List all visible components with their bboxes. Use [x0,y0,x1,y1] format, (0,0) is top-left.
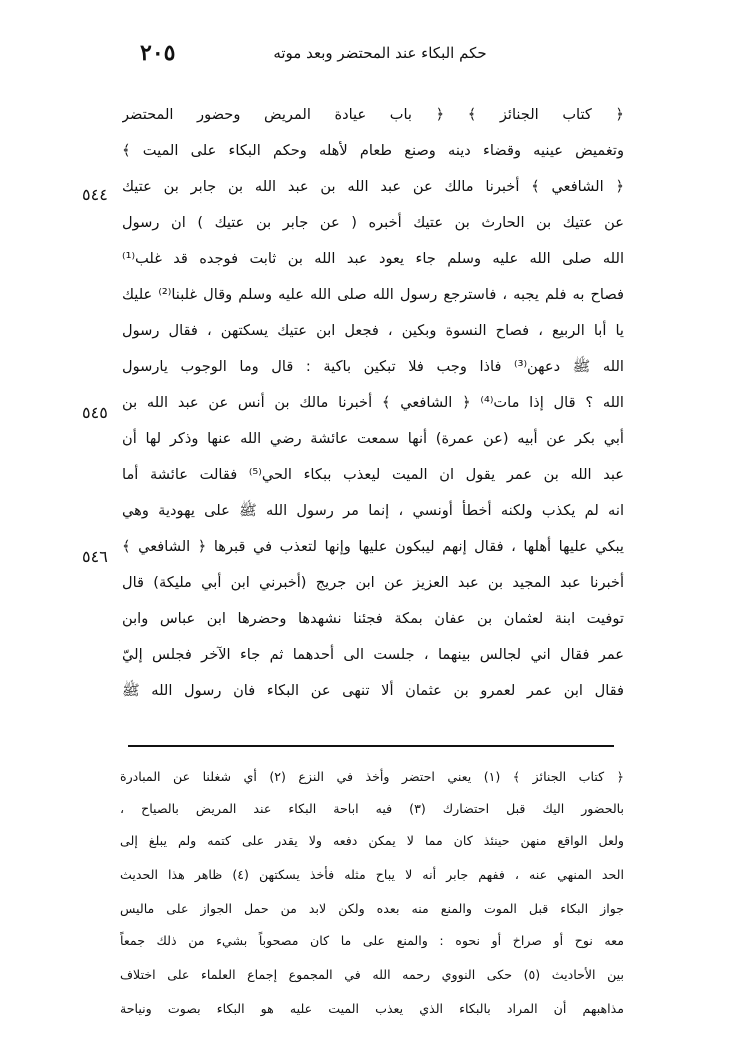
footnote-line: معه نوح أو صراخ أو نحوه : والمنع على ما كان مصحوباً بشيء من ذلك جمعاً [120,933,624,948]
body-line: عن عتيك بن الحارث بن عتيك أخبره ( عن جابر بن عتيك ) ان رسول [122,214,624,231]
body-line: الله ؟ قال إذا مات⁽⁴⁾ ﴿ الشافعي ﴾ أخبرنا مالك بن أنس عن عبد الله بن [122,394,624,411]
body-line: عمر فقال اني لجالس بينهما ، جلست الى أحدهما ثم جاء الآخر فجلس إليّ [122,646,624,663]
body-line: أخبرنا عبد المجيد بن عبد العزيز عن ابن جريج (أخبرني ابن أبي مليكة) قال [122,574,624,591]
hadith-number: ٥٤٥ [82,403,108,422]
body-line: ﴿ كتاب الجنائز ﴾ ﴿ باب عيادة المريض وحضور المحتضر [122,106,624,123]
footnote-line: ولعل الواقع منهن حينئذ كان مما لا يمكن دفعه ولا يقدر على كتمه ولم يبلغ إلى [120,833,624,848]
footnote-line: بين الأحاديث (٥) حكى النووي رحمه الله في المجموع إجماع العلماء على اختلاف [120,967,624,982]
body-line: الله صلى الله عليه وسلم جاء يعود عبد الله بن ثابت فوجده قد غلب⁽¹⁾ [122,250,624,267]
footnote-separator [128,745,614,747]
body-line: فقال ابن عمر لعمرو بن عثمان ألا تنهى عن البكاء فان رسول الله ﷺ [122,682,624,699]
body-line: وتغميض عينيه وقضاء دينه وصنع طعام لأهله وحكم البكاء على الميت ﴾ [122,142,624,159]
body-line: ﴿ الشافعي ﴾ أخبرنا مالك عن عبد الله بن عبد الله بن جابر بن عتيك [122,178,624,195]
running-header-title: حكم البكاء عند المحتضر وبعد موته [273,44,487,62]
footnote-line: بالحضور اليك قبل احتضارك (٣) فيه اباحة البكاء عند المريض بالصياح ، [120,801,624,816]
body-line: عبد الله بن عمر يقول ان الميت ليعذب ببكاء الحي⁽⁵⁾ فقالت عائشة أما [122,466,624,483]
body-line: أبي بكر عن أبيه (عن عمرة) أنها سمعت عائشة رضي الله عنها وذكر لها أن [122,430,624,447]
hadith-number: ٥٤٤ [82,185,108,204]
footnote-line: ﴿ كتاب الجنائز ﴾ (١) يعني احتضر وأخذ في النزع (٢) أي شغلنا عن المبادرة [120,769,624,784]
footnote-line: مذاهبهم أن المراد بالبكاء الذي يعذب الميت عليه هو البكاء بصوت ونياحة [120,1001,624,1016]
page-number: ٢٠٥ [140,40,176,66]
footnote-line: الحد المنهي عنه ، ففهم جابر أنه لا يباح مثله فأخذ يسكتهن (٤) ظاهر هذا الحديث [120,867,624,882]
body-line: توفيت ابنة لعثمان بن عفان بمكة فجئنا نشهدها وحضرها ابن عباس وابن [122,610,624,627]
body-line: فصاح به فلم يجبه ، فاسترجع رسول الله صلى الله عليه وسلم وقال غلبنا⁽²⁾ عليك [122,286,624,303]
body-line: انه لم يكذب ولكنه أخطأ أونسي ، إنما مر رسول الله ﷺ على يهودية وهي [122,502,624,519]
body-line: يبكي عليها أهلها ، فقال إنهم ليبكون عليها وإنها لتعذب في قبرها ﴿ الشافعي ﴾ [122,538,624,555]
footnote-line: جواز البكاء قبل الموت والمنع منه بعده ولكن لابد من حمل الجواز على ماليس [120,901,624,916]
body-line: الله ﷺ دعهن⁽³⁾ فاذا وجب فلا تبكين باكية : قال وما الوجوب يارسول [122,358,624,375]
hadith-number: ٥٤٦ [82,547,108,566]
body-line: يا أبا الربيع ، فصاح النسوة وبكين ، فجعل ابن عتيك يسكتهن ، فقال رسول [122,322,624,339]
